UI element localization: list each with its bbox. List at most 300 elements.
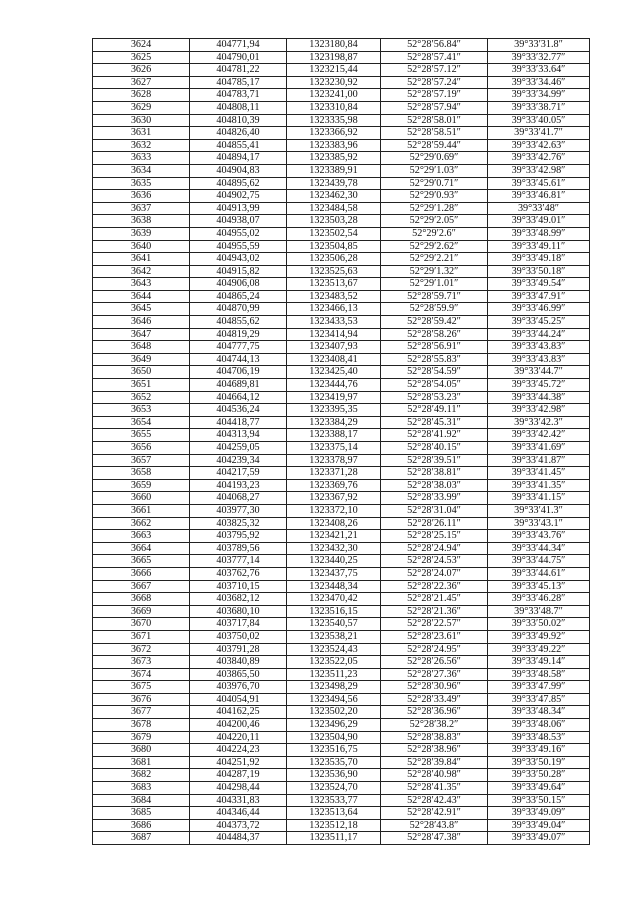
longitude-cell: 39°33′49.64″ (488, 782, 590, 795)
point-number-cell: 3639 (93, 227, 190, 240)
point-number-cell: 3668 (93, 593, 190, 606)
point-number-cell: 3684 (93, 794, 190, 807)
latitude-cell: 52°28′59.42″ (381, 316, 488, 329)
longitude-cell: 39°33′41.69″ (488, 442, 590, 455)
x-coordinate-cell: 404904,83 (190, 164, 287, 177)
coordinates-table-body (93, 39, 590, 845)
point-number-cell: 3674 (93, 668, 190, 681)
point-number-cell: 3670 (93, 618, 190, 631)
latitude-cell: 52°28′22.57″ (381, 618, 488, 631)
point-number-cell: 3628 (93, 89, 190, 102)
longitude-cell: 39°33′38.71″ (488, 101, 590, 114)
table-row (93, 215, 590, 228)
latitude-cell: 52°29′2.05″ (381, 215, 488, 228)
longitude-cell: 39°33′44.34″ (488, 542, 590, 555)
latitude-cell: 52°28′49.11″ (381, 404, 488, 417)
longitude-cell: 39°33′46.99″ (488, 303, 590, 316)
longitude-cell: 39°33′43.1″ (488, 517, 590, 530)
table-row (93, 693, 590, 706)
table-row (93, 492, 590, 505)
y-coordinate-cell: 1323525,63 (287, 265, 381, 278)
longitude-cell: 39°33′34.99″ (488, 89, 590, 102)
x-coordinate-cell: 404162,25 (190, 706, 287, 719)
table-row (93, 580, 590, 593)
latitude-cell: 52°29′1.32″ (381, 265, 488, 278)
longitude-cell: 39°33′48.53″ (488, 731, 590, 744)
y-coordinate-cell: 1323335,98 (287, 114, 381, 127)
point-number-cell: 3648 (93, 341, 190, 354)
latitude-cell: 52°28′42.91″ (381, 807, 488, 820)
table-row (93, 656, 590, 669)
table-row (93, 630, 590, 643)
x-coordinate-cell: 404331,83 (190, 794, 287, 807)
table-row (93, 177, 590, 190)
table-row (93, 114, 590, 127)
latitude-cell: 52°29′1.03″ (381, 164, 488, 177)
longitude-cell: 39°33′42.98″ (488, 164, 590, 177)
table-row (93, 530, 590, 543)
point-number-cell: 3671 (93, 630, 190, 643)
y-coordinate-cell: 1323448,34 (287, 580, 381, 593)
table-row (93, 832, 590, 845)
longitude-cell: 39°33′48.06″ (488, 719, 590, 732)
y-coordinate-cell: 1323522,05 (287, 656, 381, 669)
longitude-cell: 39°33′40.05″ (488, 114, 590, 127)
x-coordinate-cell: 403977,30 (190, 504, 287, 517)
point-number-cell: 3635 (93, 177, 190, 190)
x-coordinate-cell: 404810,39 (190, 114, 287, 127)
y-coordinate-cell: 1323230,92 (287, 76, 381, 89)
point-number-cell: 3676 (93, 693, 190, 706)
y-coordinate-cell: 1323536,90 (287, 769, 381, 782)
x-coordinate-cell: 404744,13 (190, 353, 287, 366)
latitude-cell: 52°28′42.43″ (381, 794, 488, 807)
latitude-cell: 52°28′25.15″ (381, 530, 488, 543)
table-row (93, 731, 590, 744)
longitude-cell: 39°33′46.28″ (488, 593, 590, 606)
latitude-cell: 52°28′26.11″ (381, 517, 488, 530)
table-row (93, 605, 590, 618)
point-number-cell: 3669 (93, 605, 190, 618)
point-number-cell: 3665 (93, 555, 190, 568)
point-number-cell: 3662 (93, 517, 190, 530)
point-number-cell: 3625 (93, 51, 190, 64)
longitude-cell: 39°33′41.45″ (488, 467, 590, 480)
latitude-cell: 52°28′38.81″ (381, 467, 488, 480)
table-row (93, 202, 590, 215)
latitude-cell: 52°28′40.15″ (381, 442, 488, 455)
table-row (93, 618, 590, 631)
y-coordinate-cell: 1323419,97 (287, 391, 381, 404)
latitude-cell: 52°29′2.6″ (381, 227, 488, 240)
table-row (93, 139, 590, 152)
point-number-cell: 3651 (93, 379, 190, 392)
longitude-cell: 39°33′31.8″ (488, 39, 590, 52)
latitude-cell: 52°28′54.59″ (381, 366, 488, 379)
x-coordinate-cell: 404313,94 (190, 429, 287, 442)
latitude-cell: 52°28′31.04″ (381, 504, 488, 517)
table-row (93, 504, 590, 517)
y-coordinate-cell: 1323421,21 (287, 530, 381, 543)
latitude-cell: 52°29′2.21″ (381, 253, 488, 266)
x-coordinate-cell: 404808,11 (190, 101, 287, 114)
y-coordinate-cell: 1323383,96 (287, 139, 381, 152)
table-row (93, 101, 590, 114)
x-coordinate-cell: 404855,62 (190, 316, 287, 329)
latitude-cell: 52°28′38.03″ (381, 479, 488, 492)
longitude-cell: 39°33′49.92″ (488, 630, 590, 643)
table-row (93, 353, 590, 366)
y-coordinate-cell: 1323516,75 (287, 744, 381, 757)
latitude-cell: 52°28′39.51″ (381, 454, 488, 467)
latitude-cell: 52°28′38.2″ (381, 719, 488, 732)
y-coordinate-cell: 1323444,76 (287, 379, 381, 392)
table-row (93, 719, 590, 732)
x-coordinate-cell: 403795,92 (190, 530, 287, 543)
longitude-cell: 39°33′33.64″ (488, 64, 590, 77)
point-number-cell: 3640 (93, 240, 190, 253)
latitude-cell: 52°28′26.56″ (381, 656, 488, 669)
latitude-cell: 52°28′41.92″ (381, 429, 488, 442)
longitude-cell: 39°33′42.76″ (488, 152, 590, 165)
point-number-cell: 3624 (93, 39, 190, 52)
latitude-cell: 52°28′33.49″ (381, 693, 488, 706)
point-number-cell: 3654 (93, 416, 190, 429)
point-number-cell: 3630 (93, 114, 190, 127)
x-coordinate-cell: 404298,44 (190, 782, 287, 795)
table-row (93, 164, 590, 177)
longitude-cell: 39°33′50.19″ (488, 756, 590, 769)
x-coordinate-cell: 404239,34 (190, 454, 287, 467)
table-row (93, 404, 590, 417)
longitude-cell: 39°33′49.11″ (488, 240, 590, 253)
longitude-cell: 39°33′49.01″ (488, 215, 590, 228)
x-coordinate-cell: 404224,23 (190, 744, 287, 757)
longitude-cell: 39°33′43.83″ (488, 341, 590, 354)
x-coordinate-cell: 403840,89 (190, 656, 287, 669)
point-number-cell: 3680 (93, 744, 190, 757)
y-coordinate-cell: 1323498,29 (287, 681, 381, 694)
table-row (93, 706, 590, 719)
latitude-cell: 52°28′22.36″ (381, 580, 488, 593)
longitude-cell: 39°33′34.46″ (488, 76, 590, 89)
x-coordinate-cell: 404819,29 (190, 328, 287, 341)
longitude-cell: 39°33′48.7″ (488, 605, 590, 618)
point-number-cell: 3681 (93, 756, 190, 769)
point-number-cell: 3682 (93, 769, 190, 782)
table-row (93, 479, 590, 492)
table-row (93, 76, 590, 89)
latitude-cell: 52°28′58.01″ (381, 114, 488, 127)
x-coordinate-cell: 404906,08 (190, 278, 287, 291)
latitude-cell: 52°28′56.91″ (381, 341, 488, 354)
point-number-cell: 3642 (93, 265, 190, 278)
x-coordinate-cell: 404913,99 (190, 202, 287, 215)
latitude-cell: 52°29′0.93″ (381, 190, 488, 203)
table-row (93, 152, 590, 165)
longitude-cell: 39°33′50.02″ (488, 618, 590, 631)
coordinates-table (92, 38, 590, 845)
x-coordinate-cell: 403777,14 (190, 555, 287, 568)
y-coordinate-cell: 1323432,30 (287, 542, 381, 555)
table-row (93, 442, 590, 455)
latitude-cell: 52°28′36.96″ (381, 706, 488, 719)
table-row (93, 190, 590, 203)
point-number-cell: 3672 (93, 643, 190, 656)
x-coordinate-cell: 404785,17 (190, 76, 287, 89)
latitude-cell: 52°28′57.19″ (381, 89, 488, 102)
x-coordinate-cell: 403762,76 (190, 567, 287, 580)
x-coordinate-cell: 404664,12 (190, 391, 287, 404)
x-coordinate-cell: 403680,10 (190, 605, 287, 618)
y-coordinate-cell: 1323524,70 (287, 782, 381, 795)
y-coordinate-cell: 1323389,91 (287, 164, 381, 177)
point-number-cell: 3646 (93, 316, 190, 329)
x-coordinate-cell: 404259,05 (190, 442, 287, 455)
latitude-cell: 52°28′43.8″ (381, 819, 488, 832)
latitude-cell: 52°28′24.53″ (381, 555, 488, 568)
longitude-cell: 39°33′44.24″ (488, 328, 590, 341)
y-coordinate-cell: 1323533,77 (287, 794, 381, 807)
point-number-cell: 3685 (93, 807, 190, 820)
table-row (93, 807, 590, 820)
y-coordinate-cell: 1323504,85 (287, 240, 381, 253)
point-number-cell: 3683 (93, 782, 190, 795)
y-coordinate-cell: 1323378,97 (287, 454, 381, 467)
y-coordinate-cell: 1323367,92 (287, 492, 381, 505)
point-number-cell: 3687 (93, 832, 190, 845)
latitude-cell: 52°28′27.36″ (381, 668, 488, 681)
x-coordinate-cell: 404955,59 (190, 240, 287, 253)
y-coordinate-cell: 1323470,42 (287, 593, 381, 606)
latitude-cell: 52°29′2.62″ (381, 240, 488, 253)
table-row (93, 643, 590, 656)
point-number-cell: 3637 (93, 202, 190, 215)
latitude-cell: 52°28′47.38″ (381, 832, 488, 845)
latitude-cell: 52°29′1.01″ (381, 278, 488, 291)
point-number-cell: 3631 (93, 127, 190, 140)
longitude-cell: 39°33′49.16″ (488, 744, 590, 757)
point-number-cell: 3659 (93, 479, 190, 492)
longitude-cell: 39°33′42.42″ (488, 429, 590, 442)
table-row (93, 253, 590, 266)
table-row (93, 517, 590, 530)
y-coordinate-cell: 1323369,76 (287, 479, 381, 492)
latitude-cell: 52°28′57.12″ (381, 64, 488, 77)
longitude-cell: 39°33′43.76″ (488, 530, 590, 543)
longitude-cell: 39°33′45.61″ (488, 177, 590, 190)
table-row (93, 328, 590, 341)
x-coordinate-cell: 404251,92 (190, 756, 287, 769)
latitude-cell: 52°28′55.83″ (381, 353, 488, 366)
y-coordinate-cell: 1323180,84 (287, 39, 381, 52)
y-coordinate-cell: 1323506,28 (287, 253, 381, 266)
x-coordinate-cell: 404943,02 (190, 253, 287, 266)
x-coordinate-cell: 404865,24 (190, 290, 287, 303)
latitude-cell: 52°28′38.83″ (381, 731, 488, 744)
longitude-cell: 39°33′48″ (488, 202, 590, 215)
latitude-cell: 52°28′54.05″ (381, 379, 488, 392)
longitude-cell: 39°33′49.07″ (488, 832, 590, 845)
longitude-cell: 39°33′41.7″ (488, 127, 590, 140)
y-coordinate-cell: 1323535,70 (287, 756, 381, 769)
point-number-cell: 3675 (93, 681, 190, 694)
x-coordinate-cell: 404484,37 (190, 832, 287, 845)
y-coordinate-cell: 1323496,29 (287, 719, 381, 732)
point-number-cell: 3664 (93, 542, 190, 555)
longitude-cell: 39°33′45.25″ (488, 316, 590, 329)
x-coordinate-cell: 404915,82 (190, 265, 287, 278)
x-coordinate-cell: 404689,81 (190, 379, 287, 392)
y-coordinate-cell: 1323372,10 (287, 504, 381, 517)
table-row (93, 756, 590, 769)
latitude-cell: 52°28′21.45″ (381, 593, 488, 606)
latitude-cell: 52°28′57.41″ (381, 51, 488, 64)
longitude-cell: 39°33′45.13″ (488, 580, 590, 593)
table-row (93, 744, 590, 757)
x-coordinate-cell: 404894,17 (190, 152, 287, 165)
x-coordinate-cell: 403682,12 (190, 593, 287, 606)
x-coordinate-cell: 404902,75 (190, 190, 287, 203)
point-number-cell: 3673 (93, 656, 190, 669)
point-number-cell: 3660 (93, 492, 190, 505)
point-number-cell: 3666 (93, 567, 190, 580)
table-row (93, 542, 590, 555)
table-row (93, 681, 590, 694)
x-coordinate-cell: 404200,46 (190, 719, 287, 732)
latitude-cell: 52°28′57.94″ (381, 101, 488, 114)
x-coordinate-cell: 403825,32 (190, 517, 287, 530)
point-number-cell: 3658 (93, 467, 190, 480)
latitude-cell: 52°28′59.71″ (381, 290, 488, 303)
point-number-cell: 3678 (93, 719, 190, 732)
point-number-cell: 3633 (93, 152, 190, 165)
x-coordinate-cell: 403865,50 (190, 668, 287, 681)
longitude-cell: 39°33′47.91″ (488, 290, 590, 303)
longitude-cell: 39°33′50.18″ (488, 265, 590, 278)
point-number-cell: 3661 (93, 504, 190, 517)
table-row (93, 39, 590, 52)
table-row (93, 366, 590, 379)
x-coordinate-cell: 404955,02 (190, 227, 287, 240)
longitude-cell: 39°33′49.14″ (488, 656, 590, 669)
x-coordinate-cell: 404783,71 (190, 89, 287, 102)
y-coordinate-cell: 1323483,52 (287, 290, 381, 303)
point-number-cell: 3655 (93, 429, 190, 442)
latitude-cell: 52°28′59.44″ (381, 139, 488, 152)
latitude-cell: 52°28′59.9″ (381, 303, 488, 316)
y-coordinate-cell: 1323385,92 (287, 152, 381, 165)
table-row (93, 429, 590, 442)
longitude-cell: 39°33′42.98″ (488, 404, 590, 417)
point-number-cell: 3627 (93, 76, 190, 89)
table-row (93, 794, 590, 807)
y-coordinate-cell: 1323484,58 (287, 202, 381, 215)
x-coordinate-cell: 404054,91 (190, 693, 287, 706)
longitude-cell: 39°33′49.54″ (488, 278, 590, 291)
x-coordinate-cell: 404870,99 (190, 303, 287, 316)
table-row (93, 416, 590, 429)
x-coordinate-cell: 404790,01 (190, 51, 287, 64)
table-row (93, 668, 590, 681)
latitude-cell: 52°29′1.28″ (381, 202, 488, 215)
x-coordinate-cell: 404418,77 (190, 416, 287, 429)
y-coordinate-cell: 1323310,84 (287, 101, 381, 114)
latitude-cell: 52°29′0.71″ (381, 177, 488, 190)
longitude-cell: 39°33′49.09″ (488, 807, 590, 820)
y-coordinate-cell: 1323502,20 (287, 706, 381, 719)
point-number-cell: 3629 (93, 101, 190, 114)
point-number-cell: 3686 (93, 819, 190, 832)
point-number-cell: 3632 (93, 139, 190, 152)
table-row (93, 227, 590, 240)
y-coordinate-cell: 1323439,78 (287, 177, 381, 190)
x-coordinate-cell: 404220,11 (190, 731, 287, 744)
y-coordinate-cell: 1323502,54 (287, 227, 381, 240)
x-coordinate-cell: 404706,19 (190, 366, 287, 379)
y-coordinate-cell: 1323524,43 (287, 643, 381, 656)
x-coordinate-cell: 404193,23 (190, 479, 287, 492)
x-coordinate-cell: 403976,70 (190, 681, 287, 694)
latitude-cell: 52°28′24.07″ (381, 567, 488, 580)
x-coordinate-cell: 403791,28 (190, 643, 287, 656)
x-coordinate-cell: 404895,62 (190, 177, 287, 190)
longitude-cell: 39°33′46.81″ (488, 190, 590, 203)
table-row (93, 278, 590, 291)
point-number-cell: 3677 (93, 706, 190, 719)
point-number-cell: 3638 (93, 215, 190, 228)
table-row (93, 64, 590, 77)
longitude-cell: 39°33′48.58″ (488, 668, 590, 681)
longitude-cell: 39°33′48.34″ (488, 706, 590, 719)
y-coordinate-cell: 1323375,14 (287, 442, 381, 455)
y-coordinate-cell: 1323513,64 (287, 807, 381, 820)
point-number-cell: 3656 (93, 442, 190, 455)
point-number-cell: 3634 (93, 164, 190, 177)
x-coordinate-cell: 403710,15 (190, 580, 287, 593)
y-coordinate-cell: 1323462,30 (287, 190, 381, 203)
table-row (93, 819, 590, 832)
y-coordinate-cell: 1323513,67 (287, 278, 381, 291)
x-coordinate-cell: 403750,02 (190, 630, 287, 643)
y-coordinate-cell: 1323407,93 (287, 341, 381, 354)
longitude-cell: 39°33′32.77″ (488, 51, 590, 64)
latitude-cell: 52°28′24.94″ (381, 542, 488, 555)
latitude-cell: 52°28′38.96″ (381, 744, 488, 757)
point-number-cell: 3663 (93, 530, 190, 543)
x-coordinate-cell: 404771,94 (190, 39, 287, 52)
longitude-cell: 39°33′47.85″ (488, 693, 590, 706)
y-coordinate-cell: 1323512,18 (287, 819, 381, 832)
longitude-cell: 39°33′48.99″ (488, 227, 590, 240)
longitude-cell: 39°33′50.15″ (488, 794, 590, 807)
latitude-cell: 52°28′58.26″ (381, 328, 488, 341)
table-row (93, 316, 590, 329)
latitude-cell: 52°28′24.95″ (381, 643, 488, 656)
table-row (93, 341, 590, 354)
latitude-cell: 52°28′56.84″ (381, 39, 488, 52)
y-coordinate-cell: 1323408,41 (287, 353, 381, 366)
point-number-cell: 3652 (93, 391, 190, 404)
longitude-cell: 39°33′41.35″ (488, 479, 590, 492)
table-row (93, 89, 590, 102)
point-number-cell: 3649 (93, 353, 190, 366)
table-row (93, 240, 590, 253)
point-number-cell: 3667 (93, 580, 190, 593)
table-row (93, 127, 590, 140)
y-coordinate-cell: 1323384,29 (287, 416, 381, 429)
longitude-cell: 39°33′43.83″ (488, 353, 590, 366)
